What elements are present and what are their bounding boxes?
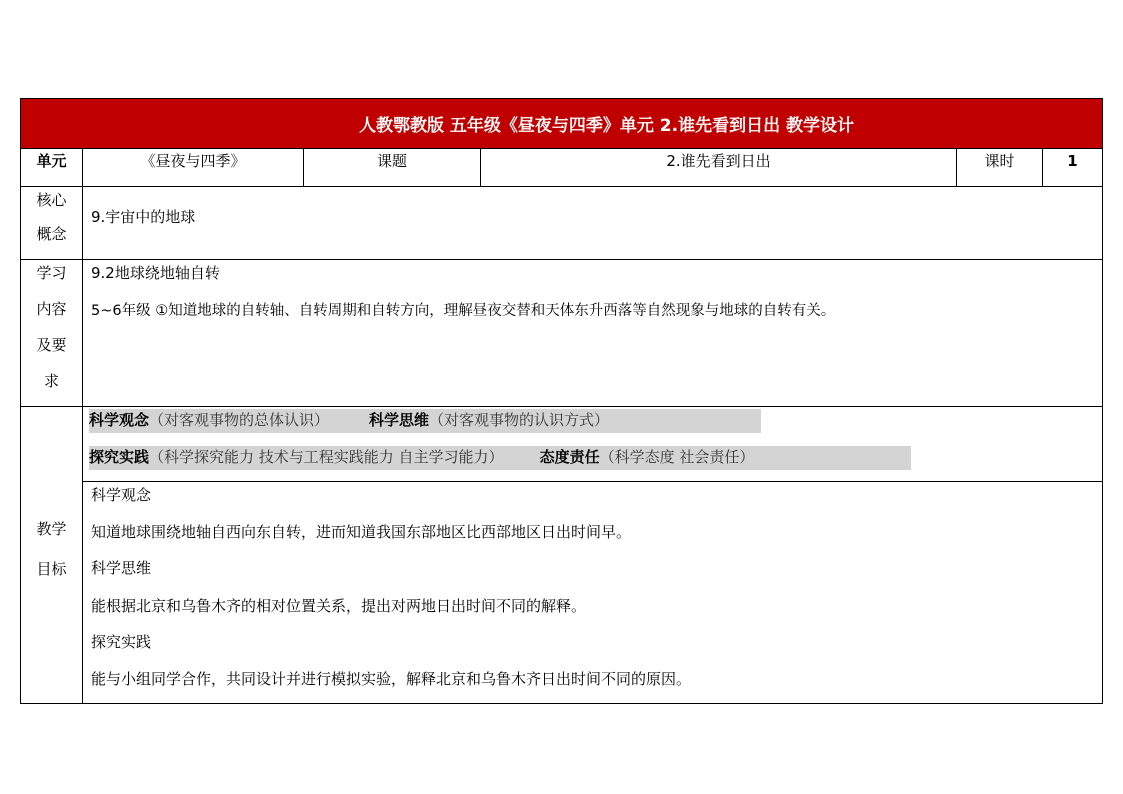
tag-science-thinking: 科学思维 [369,411,430,429]
learning-requirements-label: 学习 内容 及要 求 [36,264,67,390]
row-divider [21,148,1102,149]
core-concept-label: 核心 概念 [36,191,67,243]
unit-value: 《昼夜与四季》 [140,152,246,170]
row-divider [21,259,1102,260]
row-divider [21,406,1102,407]
row-divider [83,481,1102,482]
literacy-tag-row-1: 科学观念（对客观事物的总体认识） 科学思维（对客观事物的认识方式） [89,409,761,433]
core-concept-value: 9.宇宙中的地球 [91,208,196,226]
goal-text: 知道地球围绕地轴自西向东自转，进而知道我国东部地区比西部地区日出时间早。 [91,523,632,541]
column-divider [82,148,83,703]
unit-label: 单元 [36,152,67,170]
tag-science-concept: 科学观念 [89,411,150,429]
hours-label: 课时 [984,152,1015,170]
teaching-goals-label: 教学 目标 [36,520,67,578]
row-divider [21,186,1102,187]
goal-heading: 科学思维 [91,559,152,577]
tag-attitude-responsibility: 态度责任 [539,448,600,466]
literacy-tag-row-2: 探究实践（科学探究能力 技术与工程实践能力 自主学习能力） 态度责任（科学态度 社会责任） [89,446,911,470]
goal-heading: 科学观念 [91,486,152,504]
tag-inquiry-practice: 探究实践 [89,448,150,466]
goal-text: 能与小组同学合作，共同设计并进行模拟实验，解释北京和乌鲁木齐日出时间不同的原因。 [91,670,692,688]
goal-heading: 探究实践 [91,633,152,651]
learning-requirement-line: 5~6年级 ①知道地球的自转轴、自转周期和自转方向，理解昼夜交替和天体东升西落等自然现象与地球的自转有关。 [91,303,836,319]
topic-label: 课题 [376,152,407,170]
goal-text: 能根据北京和乌鲁木齐的相对位置关系，提出对两地日出时间不同的解释。 [91,597,587,615]
table-header-title: 人教鄂教版 五年级《昼夜与四季》单元 2.谁先看到日出 教学设计 [21,99,1102,148]
topic-value: 2.谁先看到日出 [666,152,771,170]
hours-value: 1 [1067,152,1078,170]
lesson-plan-table [20,98,1103,704]
learning-standard-line: 9.2地球绕地轴自转 [91,264,220,282]
